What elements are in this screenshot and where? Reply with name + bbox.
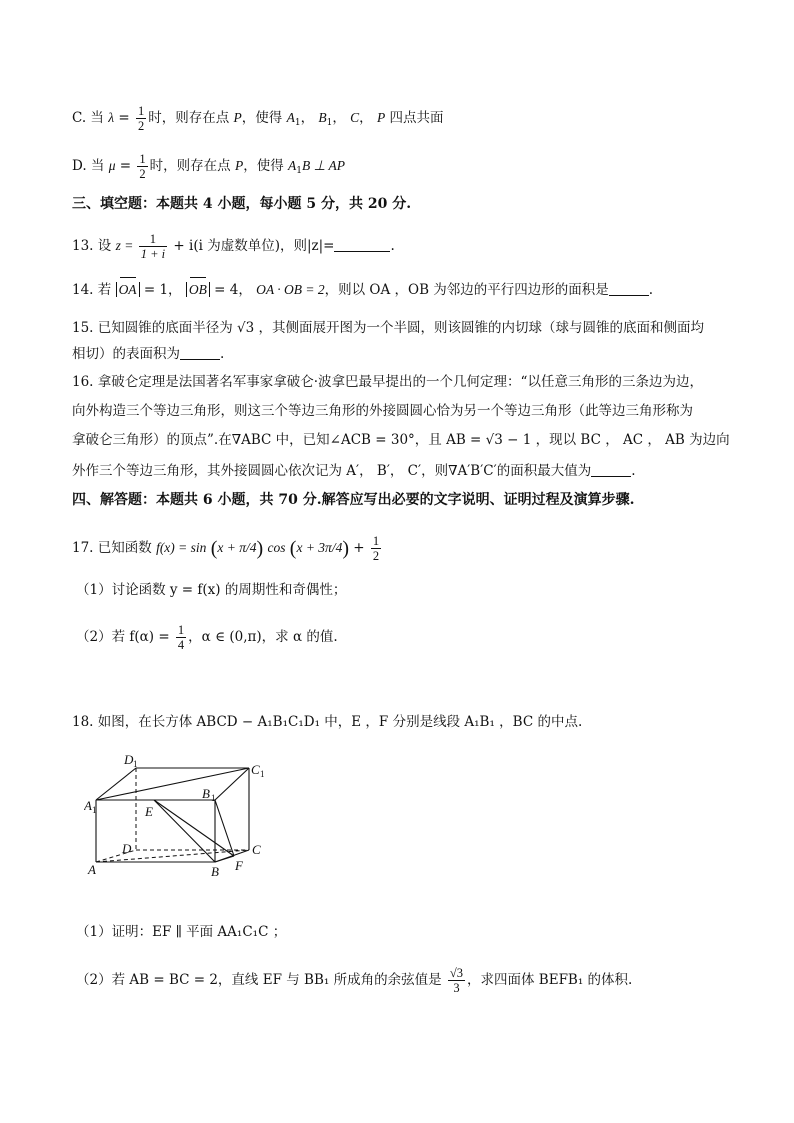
cuboid-figure [84, 752, 284, 882]
question-15-line-1: 15. 已知圆锥的底面半径为 √3 ，其侧面展开图为一个半圆，则该圆锥的内切球（球与圆锥的底面和侧面均 [72, 320, 705, 336]
question-16-line-4: 外作三个等边三角形，其外接圆圆心依次记为 A′， B′， C′，则∇A′B′C′的面积最大值为 . [72, 463, 636, 479]
svg-text:1: 1 [260, 769, 265, 779]
label-a: A [88, 862, 96, 877]
answer-blank[interactable] [591, 462, 631, 477]
answer-blank[interactable] [334, 237, 390, 252]
fraction: $\frac{1}{2}$ [138, 104, 145, 133]
answer-blank[interactable] [180, 345, 220, 360]
section-4-heading: 四、解答题：本题共 6 小题，共 70 分.解答应写出必要的文字说明、证明过程及演算步骤. [72, 492, 635, 508]
option-c: C. 当 λ = $\frac{1}{2}$ 时，则存在点 P，使得 $A_1$， $B_1$， C， P 四点共面 [72, 104, 444, 133]
question-17-part-1: （1）讨论函数 y = f(x) 的周期性和奇偶性； [76, 582, 347, 598]
fraction: $\frac{1}{2}$ [139, 152, 146, 181]
label-c: C [252, 842, 261, 857]
label-b1: B [202, 786, 210, 801]
question-18-stem: 18. 如图，在长方体 ABCD − A₁B₁C₁D₁ 中，E ，F 分别是线段 A₁B₁ ，BC 的中点. [72, 714, 583, 730]
fraction: $\frac{√3}{3}$ [449, 966, 463, 995]
fraction: $\frac{1}{4}$ [177, 623, 185, 652]
question-16-line-2: 向外构造三个等边三角形，则这三个等边三角形的外接圆圆心恰为另一个等边三角形（此等边三角形称为 [72, 403, 693, 419]
question-13: 13. 设 z = $\frac{1}{1 + i}$ + i(i 为虚数单位)，则|z|= . [72, 232, 395, 261]
question-17-stem: 17. 已知函数 f(x) = sin (x + π/4) cos (x + 3π/4) + $\frac{1}{2}$ [72, 534, 380, 563]
label-b: B [211, 864, 219, 879]
label-d1: D [124, 752, 134, 767]
fraction: $\frac{1}{1 + i}$ [140, 232, 166, 261]
label-f: F [235, 858, 243, 873]
question-18-part-2: （2）若 AB = BC = 2，直线 EF 与 BB₁ 所成角的余弦值是 $\frac{√3}{3}$ ，求四面体 BEFB₁ 的体积. [76, 966, 633, 995]
label-a1: A [84, 798, 92, 813]
question-17-part-2: （2）若 f(α) = $\frac{1}{4}$ ，α ∈ (0,π)，求 α 的值. [76, 623, 338, 652]
label-d: D [122, 841, 132, 856]
svg-text:1: 1 [92, 805, 97, 815]
question-14: 14. 若 OA = 1， OB = 4， OA · OB = 2，则以 OA ，OB 为邻边的平行四边形的面积是 . [72, 282, 654, 298]
question-16-line-3: 拿破仑三角形）的顶点”.在∇ABC 中，已知∠ACB = 30°，且 AB = √3 − 1 ，现以 BC ， AC ， AB 为边向 [72, 432, 730, 448]
question-18-part-1: （1）证明：EF ∥ 平面 AA₁C₁C ； [76, 924, 287, 940]
question-15-line-2: 相切）的表面积为 . [72, 346, 225, 362]
label-e: E [145, 804, 153, 819]
svg-text:1: 1 [133, 759, 138, 769]
fraction: $\frac{1}{2}$ [372, 534, 380, 563]
question-16-line-1: 16. 拿破仑定理是法国著名军事家拿破仑·波拿巴最早提出的一个几何定理：“以任意三角形的三条边为边， [72, 374, 703, 390]
label-c1: C [251, 762, 260, 777]
option-d: D. 当 μ = $\frac{1}{2}$ 时，则存在点 P，使得 $A_1B$ ⊥ AP [72, 152, 346, 181]
svg-text:1: 1 [211, 793, 216, 803]
section-3-heading: 三、填空题：本题共 4 小题，每小题 5 分，共 20 分. [72, 196, 412, 212]
answer-blank[interactable] [609, 281, 649, 296]
